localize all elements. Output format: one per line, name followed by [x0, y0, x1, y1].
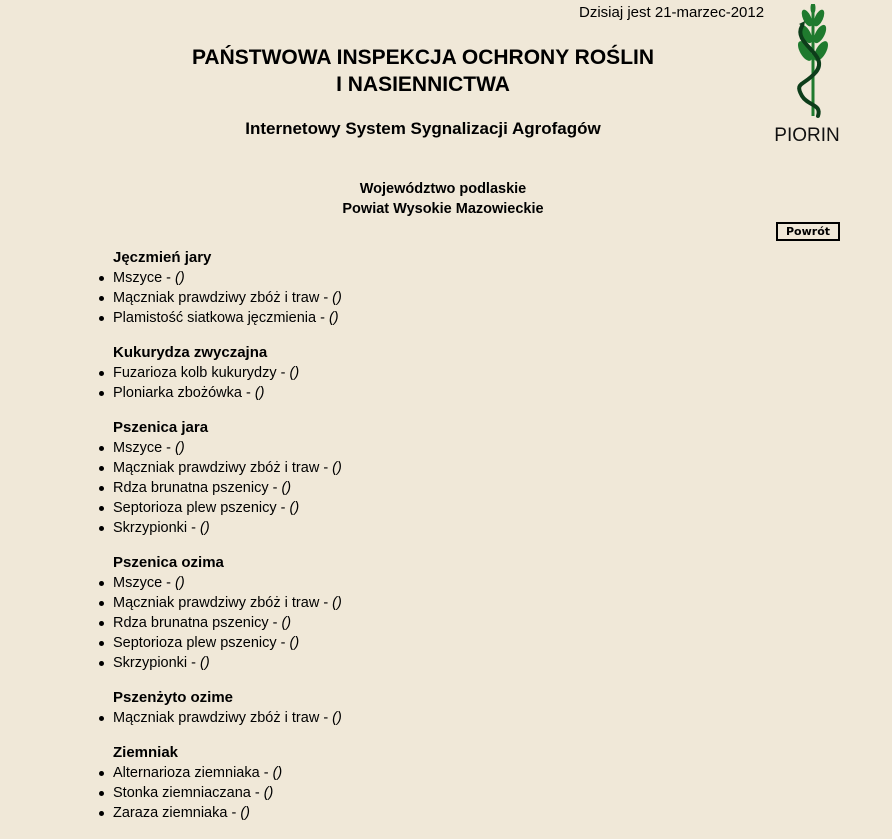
- pest-detail: (): [332, 290, 342, 306]
- pest-link[interactable]: [113, 440, 185, 456]
- crop-name: Jęczmień jary: [113, 249, 212, 266]
- pest-detail: (): [263, 785, 274, 801]
- pest-name: Septorioza plew pszenicy -: [113, 635, 290, 651]
- pest-detail: (): [328, 310, 339, 326]
- date-label: Dzisiaj jest 21-marzec-2012: [579, 4, 765, 21]
- pest-detail: (): [281, 615, 292, 631]
- pest-item: [113, 573, 773, 593]
- crop-section: [113, 688, 773, 728]
- pest-item: [113, 803, 773, 823]
- pest-name: Septorioza plew pszenicy -: [113, 500, 290, 516]
- pest-item: [113, 518, 773, 538]
- pest-item: [113, 268, 773, 288]
- pest-item: [113, 633, 773, 653]
- pest-link[interactable]: [113, 785, 273, 801]
- pest-detail: (): [200, 655, 210, 671]
- pest-detail: (): [254, 385, 265, 401]
- crop-name: Pszenżyto ozime: [113, 689, 234, 706]
- pest-detail: (): [272, 765, 283, 781]
- pest-link[interactable]: [113, 480, 291, 496]
- pest-item: [113, 653, 773, 673]
- pest-item: [113, 593, 773, 613]
- pest-detail: (): [332, 595, 342, 611]
- pest-link[interactable]: [113, 575, 185, 591]
- pest-item: [113, 383, 773, 403]
- pest-name: Skrzypionki -: [113, 520, 201, 536]
- pest-name: Mszyce -: [113, 440, 176, 456]
- pest-name: Mszyce -: [113, 270, 176, 286]
- pest-name: Plamistość siatkowa jęczmienia -: [113, 310, 329, 326]
- pest-name: Mączniak prawdziwy zbóż i traw -: [113, 290, 333, 306]
- pest-name: Skrzypionki -: [113, 655, 201, 671]
- page-subtitle: Internetowy System Sygnalizacji Agrofagów: [245, 119, 601, 138]
- pest-name: Mączniak prawdziwy zbóż i traw -: [113, 460, 333, 476]
- pest-name: Mszyce -: [113, 575, 176, 591]
- pest-name: Ploniarka zbożówka -: [113, 385, 255, 401]
- pest-link[interactable]: [113, 655, 210, 671]
- crop-name: Kukurydza zwyczajna: [113, 344, 268, 361]
- logo-text: PIORIN: [774, 125, 840, 146]
- pest-link[interactable]: [113, 385, 265, 401]
- pest-detail: (): [289, 635, 300, 651]
- county-label: Powiat Wysokie Mazowieckie: [342, 201, 544, 217]
- pest-link[interactable]: [113, 310, 339, 326]
- pest-item: [113, 763, 773, 783]
- pest-item: [113, 783, 773, 803]
- pest-link[interactable]: [113, 365, 299, 381]
- pest-item: [113, 438, 773, 458]
- pest-list: [113, 268, 773, 328]
- wheat-snake-logo-icon: [772, 4, 842, 124]
- pest-link[interactable]: [113, 805, 250, 821]
- page-title-line2: I NASIENNICTWA: [336, 73, 510, 96]
- page-title: [150, 44, 696, 98]
- pest-link[interactable]: [113, 595, 342, 611]
- pest-list: [113, 763, 773, 823]
- pest-name: Rdza brunatna pszenicy -: [113, 615, 282, 631]
- crop-section: [113, 418, 773, 538]
- pest-detail: (): [175, 270, 185, 286]
- crop-section: [113, 553, 773, 673]
- pest-item: [113, 498, 773, 518]
- pest-list: [113, 438, 773, 538]
- pest-list: [113, 573, 773, 673]
- pest-item: [113, 288, 773, 308]
- crop-name: Pszenica ozima: [113, 554, 224, 571]
- pest-item: [113, 478, 773, 498]
- pest-detail: (): [332, 460, 342, 476]
- pest-link[interactable]: [113, 290, 342, 306]
- pest-name: Fuzarioza kolb kukurydzy -: [113, 365, 290, 381]
- page-title-line1: PAŃSTWOWA INSPEKCJA OCHRONY ROŚLIN: [191, 46, 655, 69]
- pest-link[interactable]: [113, 765, 282, 781]
- pest-link[interactable]: [113, 710, 342, 726]
- crop-name: Pszenica jara: [113, 419, 209, 436]
- pest-link[interactable]: [113, 270, 185, 286]
- crop-name: Ziemniak: [113, 744, 179, 761]
- pest-item: [113, 308, 773, 328]
- voivodeship-label: Województwo podlaskie: [359, 181, 527, 197]
- pest-detail: (): [289, 365, 300, 381]
- pest-name: Alternarioza ziemniaka -: [113, 765, 273, 781]
- pest-detail: (): [175, 575, 185, 591]
- piorin-logo: [772, 4, 842, 146]
- pest-link[interactable]: [113, 615, 291, 631]
- pest-name: Stonka ziemniaczana -: [113, 785, 264, 801]
- pest-detail: (): [289, 500, 300, 516]
- pest-list: [113, 708, 773, 728]
- pest-list: [113, 363, 773, 403]
- pest-name: Mączniak prawdziwy zbóż i traw -: [113, 710, 333, 726]
- pest-detail: (): [332, 710, 342, 726]
- pest-item: [113, 708, 773, 728]
- pest-link[interactable]: [113, 635, 299, 651]
- crop-section: [113, 343, 773, 403]
- pest-name: Rdza brunatna pszenicy -: [113, 480, 282, 496]
- back-button[interactable]: Powrót: [776, 222, 840, 241]
- crop-list: [113, 248, 773, 838]
- pest-detail: (): [281, 480, 292, 496]
- pest-detail: (): [175, 440, 185, 456]
- crop-section: [113, 248, 773, 328]
- pest-item: [113, 363, 773, 383]
- pest-name: Mączniak prawdziwy zbóż i traw -: [113, 595, 333, 611]
- pest-item: [113, 458, 773, 478]
- pest-item: [113, 613, 773, 633]
- pest-detail: (): [200, 520, 210, 536]
- pest-link[interactable]: [113, 500, 299, 516]
- pest-link[interactable]: [113, 460, 342, 476]
- pest-link[interactable]: [113, 520, 210, 536]
- region-block: [290, 179, 596, 219]
- pest-name: Zaraza ziemniaka -: [113, 805, 241, 821]
- pest-detail: (): [240, 805, 250, 821]
- crop-section: [113, 743, 773, 823]
